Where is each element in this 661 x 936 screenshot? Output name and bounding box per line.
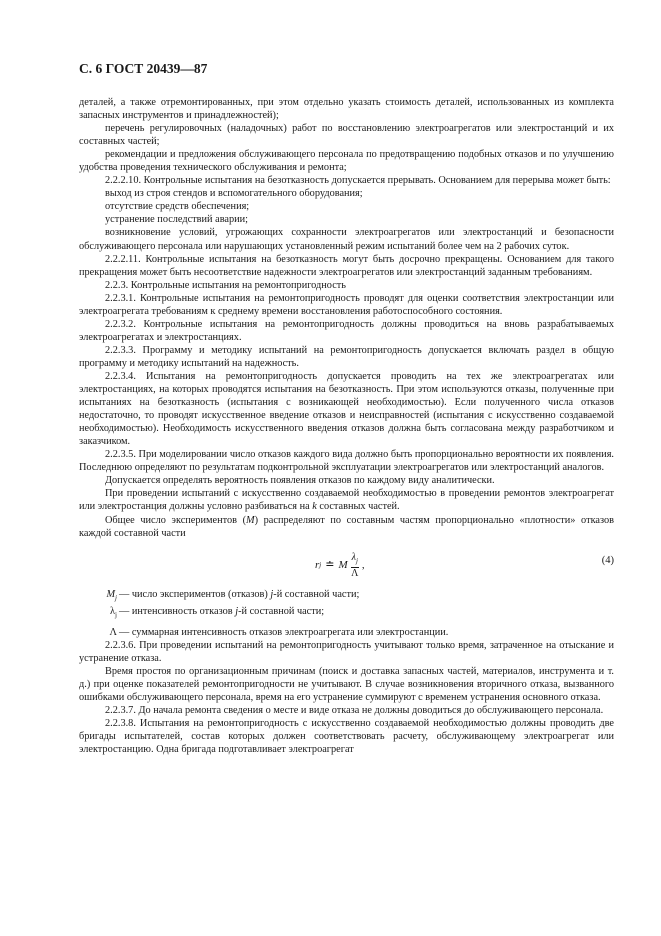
paragraph: Время простоя по организационным причинам (поиск и доставка запасных частей, материалов, инструмента и т. д.) при оценке показателей ремонтопригодности не учитывают. В случае возникновения вторичного отказа, вызванного ошибками обслуживающего персонала, время на его устранение суммируют с временем устранения основного отказа.: [79, 665, 614, 704]
text-run: При проведении испытаний с искусственно создаваемой необходимостью в проведении ремонтов электроагрегат или электростанция должны условно разбиваться на: [79, 488, 614, 513]
text-run: составных частей.: [316, 501, 400, 513]
symbol-sub: j: [115, 610, 117, 619]
paragraph: 2.2.3.2. Контрольные испытания на ремонтопригодность должны проводиться на вновь разрабатываемых электроагрегатах и электростанциях.: [79, 318, 614, 343]
formula-lhs: r: [315, 558, 320, 571]
formula-num-symbol: λ: [351, 551, 356, 563]
symbol-sub: j: [115, 593, 117, 602]
paragraph: рекомендации и предложения обслуживающего персонала по предотвращению подобных отказов и по улучшению удобства проведения технического обслуживания и ремонта;: [79, 149, 614, 174]
text-run: j: [235, 605, 239, 617]
formula: [79, 544, 614, 584]
paragraph: [79, 514, 614, 540]
paragraph: 2.2.3.7. До начала ремонта сведения о месте и виде отказа не должны доводиться до обслуживающего персонала.: [105, 705, 604, 717]
text-run: — суммарная интенсивность отказов электроагрегата или электростанции.: [119, 626, 449, 638]
paragraph: 2.2.3.8. Испытания на ремонтопригодность с искусственно создаваемой необходимостью должны проводить две бригады испытателей, состав которых должен соответствовать расчету, обслуживающему электроагрегат или электростанцию. Одна бригада подготавливает электроагрегат: [79, 718, 614, 756]
text-run: -й составной части;: [238, 605, 325, 617]
page-header: С. 6 ГОСТ 20439—87: [79, 61, 208, 76]
symbol: M: [106, 588, 116, 600]
text-run: M: [246, 514, 255, 526]
paragraph: 2.2.3.3. Программу и методику испытаний на ремонтопригодность допускается включать раздел в общую программу и методику испытаний на надежность.: [79, 344, 614, 369]
definition-row: [79, 588, 614, 605]
formula-lhs-sub: j: [319, 560, 322, 569]
text-run: — число экспериментов (отказов): [119, 588, 271, 600]
definition-symbol: [79, 588, 119, 605]
formula-num-sub: j: [355, 556, 358, 565]
paragraph: выход из строя стендов и вспомогательного оборудования;: [105, 188, 363, 200]
paragraph: 2.2.2.10. Контрольные испытания на безотказность допускается прерывать. Основанием для перерыва может быть:: [105, 175, 611, 187]
paragraph: 2.2.3.1. Контрольные испытания на ремонтопригодность проводят для оценки соответствия электростанции или электроагрегата требованиям к среднему времени восстановления работоспособного состояния.: [79, 292, 614, 317]
document-body: [79, 96, 614, 756]
paragraph: [79, 487, 614, 513]
paragraph: Допускается определять вероятность появления отказов по каждому виду аналитически.: [105, 475, 495, 487]
paragraph: 2.2.2.11. Контрольные испытания на безотказность могут быть досрочно прекращены. Основанием для такого прекращения может быть несоответствие надежности электроагрегатов или электростанций заданным требованиям.: [79, 253, 614, 278]
symbol: λ: [110, 605, 116, 617]
text-run: j: [270, 588, 274, 600]
definition-text: [119, 605, 324, 622]
section-heading: 2.2.3. Контрольные испытания на ремонтопригодность: [105, 279, 346, 291]
paragraph: отсутствие средств обеспечения;: [105, 201, 250, 213]
definition-row: [79, 605, 614, 622]
text-run: Общее число экспериментов (: [105, 514, 247, 526]
text-run: -й составной части;: [273, 588, 360, 600]
formula-denominator: Λ: [351, 567, 359, 579]
formula-operator: ≐: [325, 558, 335, 571]
definition-row: [79, 626, 614, 639]
paragraph: возникновение условий, угрожающих сохранности электроагрегатов или электростанций и безопасности обслуживающего персонала или нарушающих установленный режим испытаний более чем на 2 рабочих суток.: [79, 227, 614, 252]
paragraph: деталей, а также отремонтированных, при этом отдельно указать стоимость деталей, использованных из комплекта запасных инструментов и принадлежностей);: [79, 97, 614, 122]
definition-text: [119, 588, 359, 605]
definition-symbol: [79, 626, 119, 639]
text-run: ) распределяют по составным частям пропорционально «плотности» отказов каждой составной части: [79, 514, 614, 539]
formula-comma: ,: [361, 558, 365, 571]
paragraph: устранение последствий аварии;: [105, 214, 249, 226]
definition-symbol: [79, 605, 119, 622]
text-run: — интенсивность отказов: [119, 605, 236, 617]
text-run: k: [312, 501, 317, 513]
definition-text: [119, 626, 448, 639]
paragraph: 2.2.3.6. При проведении испытаний на ремонтопригодность учитывают только время, затраченное на отыскание и устранение отказа.: [79, 639, 614, 664]
formula-fraction: [351, 552, 359, 579]
paragraph: перечень регулировочных (наладочных) работ по восстановлению электроагрегатов или электростанций и их составных частей;: [79, 123, 614, 148]
paragraph: 2.2.3.5. При моделировании число отказов каждого вида должно быть пропорционально вероятности их появления. Последнюю определяют по результатам подконтрольной эксплуатации электроагрегатов или электростанций аналогов.: [79, 449, 614, 474]
symbol: Λ: [109, 626, 117, 638]
formula-m: M: [338, 558, 348, 571]
paragraph: 2.2.3.4. Испытания на ремонтопригодность допускается проводить на тех же электроагрегатах или электростанциях, на которых проводятся испытания на безотказность. При этом используются отказы, полученные при испытаниях на безотказность (испытания с возникающей необходимостью). Если полученного числа отказов недостаточно, то проводят искусственное введение отказов и неисправностей (испытания с искусственно создаваемой необходимостью). Необходимость искусственного введения отказов должна быть согласована между разработчиком и заказчиком.: [79, 370, 614, 448]
formula-expression: [315, 552, 365, 579]
formula-number: (4): [601, 554, 614, 566]
formula-numerator: [351, 552, 359, 568]
